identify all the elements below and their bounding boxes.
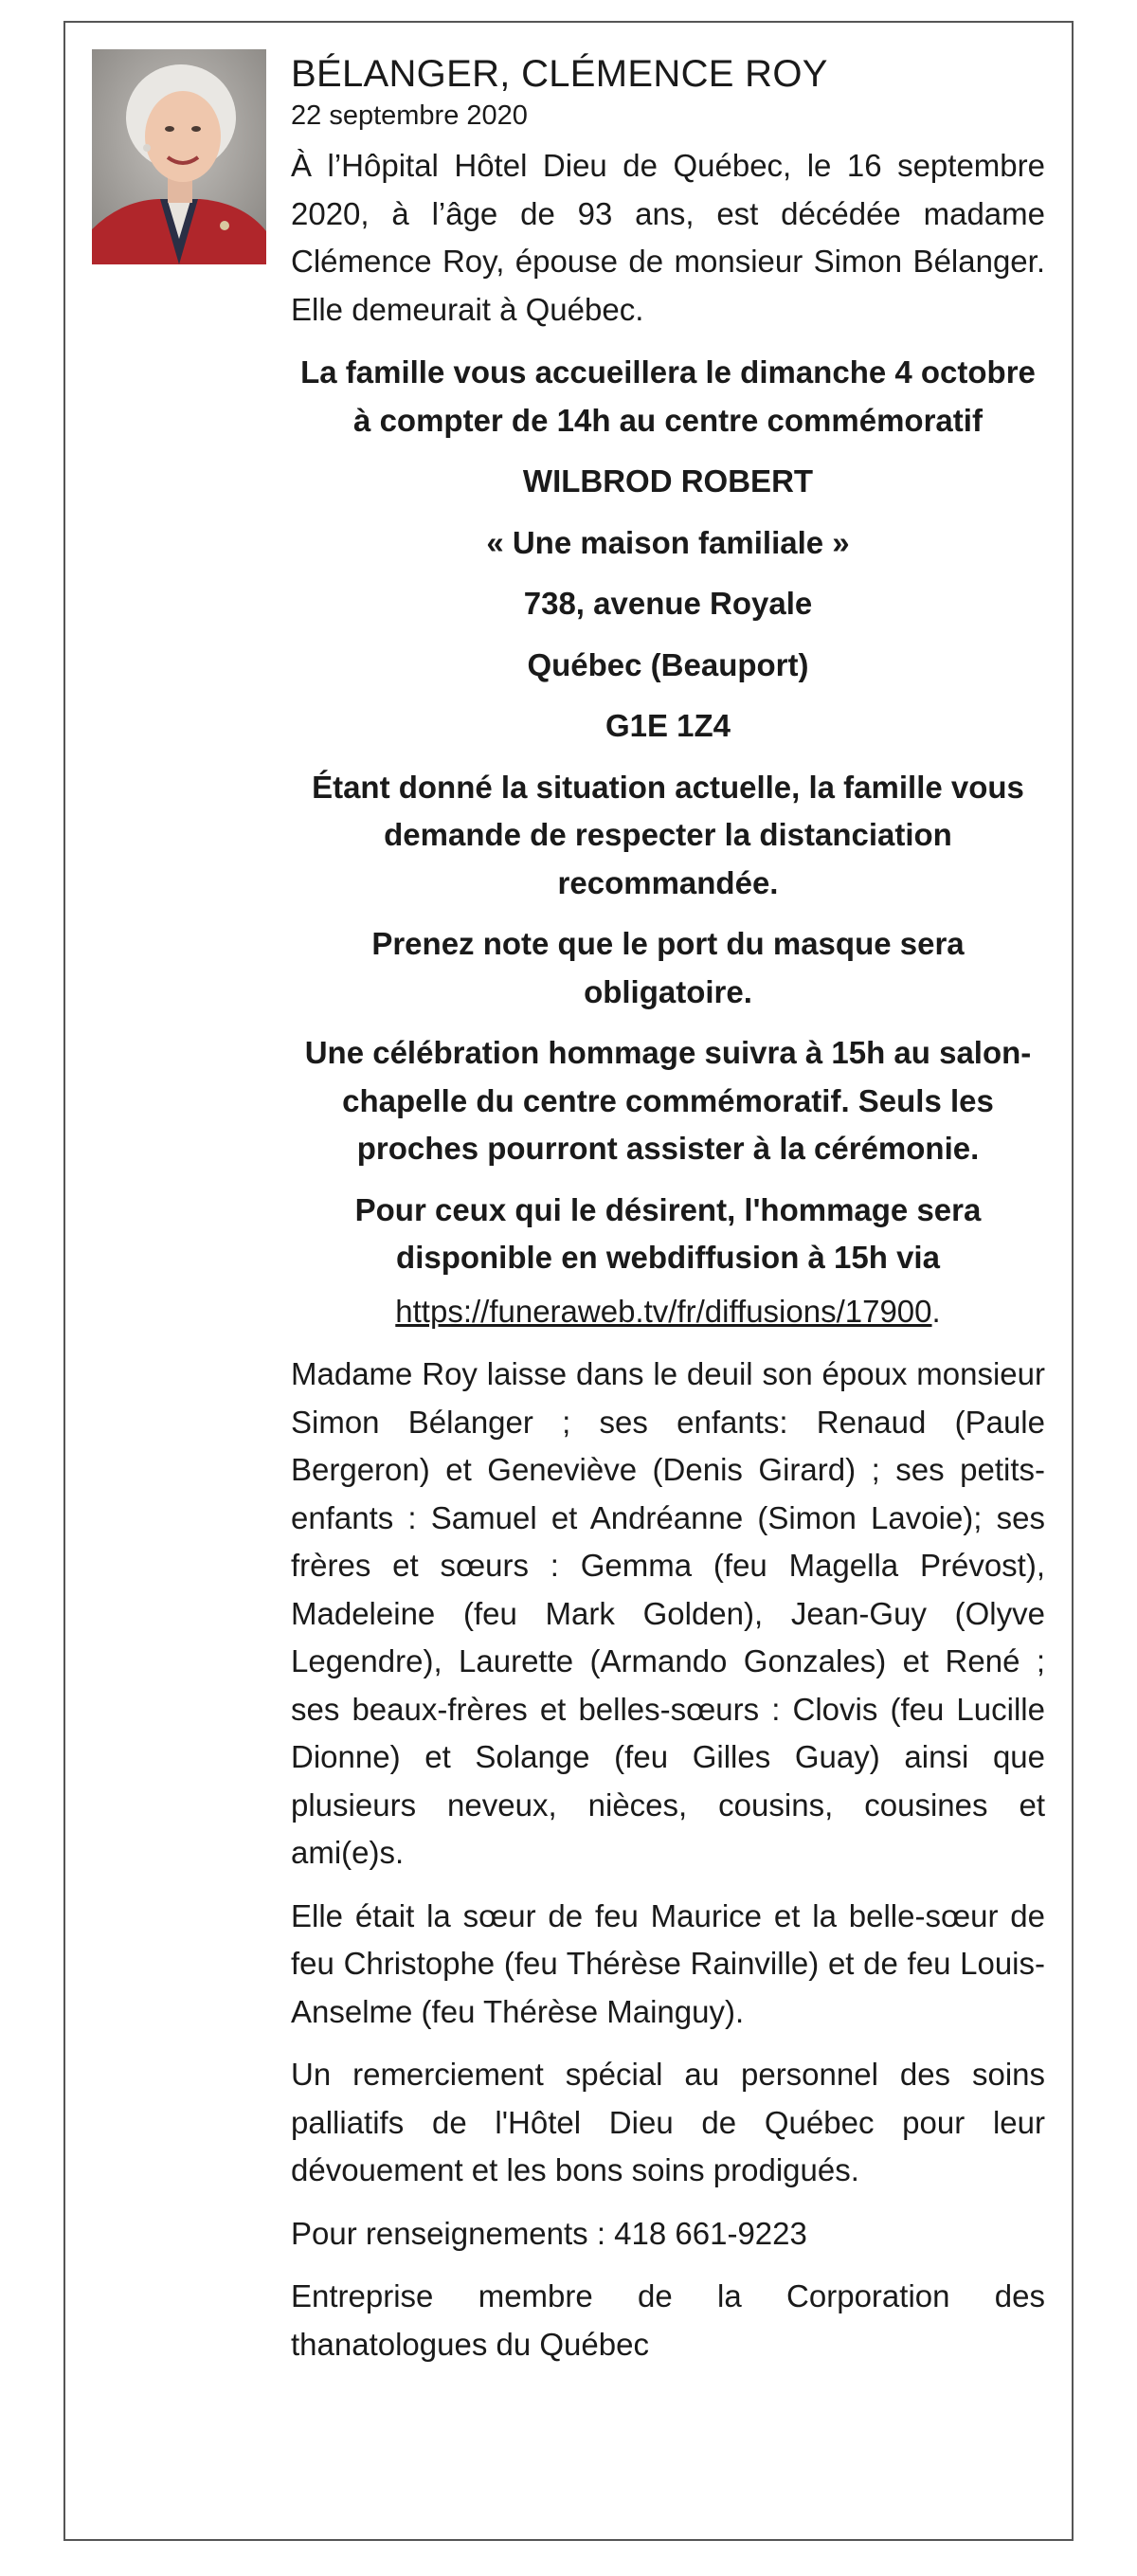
portrait-image (92, 49, 266, 264)
deceased-name: BÉLANGER, CLÉMENCE ROY (291, 53, 828, 95)
mask-notice: Prenez note que le port du masque sera obligatoire. (371, 926, 965, 1009)
center-city: Québec (Beauport) (527, 646, 809, 682)
center-postal-code: G1E 1Z4 (605, 708, 731, 743)
obituary-content (291, 49, 1045, 2384)
center-name: WILBROD ROBERT (522, 463, 814, 499)
predeceased-paragraph: Elle était la sœur de feu Maurice et la belle-sœur de feu Christophe (feu Thérèse Rainville) et de feu Louis-Anselme (feu Thérèse Mainguy). (291, 1897, 1045, 2029)
webcast-link[interactable]: https://funeraweb.tv/fr/diffusions/17900 (395, 1293, 932, 1329)
intro-paragraph: À l’Hôpital Hôtel Dieu de Québec, le 16 septembre 2020, à l’âge de 93 ans, est décédée madame Clémence Roy, épouse de monsieur Simon Bélanger. Elle demeurait à Québec. (291, 148, 1045, 327)
survivors-paragraph: Madame Roy laisse dans le deuil son époux monsieur Simon Bélanger ; ses enfants: Renaud (Paule Bergeron) et Geneviève (Denis Girard) ; ses petits-enfants : Samuel et Andréanne (Simon Lavoie); ses frères et sœurs : Gemma (feu Magella Prévost), Madeleine (feu Mark Golden), Jean-Guy (Olyve Legendre), Laurette (Armando Gonzales) et René ; ses beaux-frères et belles-sœurs : Clovis (feu Lucille Dionne) et Solange (feu Gilles Guay) ainsi que plusieurs neveux, nièces, cousins, cousines et ami(e)s. (291, 1356, 1045, 1870)
center-slogan: « Une maison familiale » (486, 524, 850, 560)
portrait-photo (92, 49, 266, 264)
center-street: 738, avenue Royale (523, 586, 813, 621)
obituary-frame (63, 21, 1074, 2541)
ceremony-notice: Une célébration hommage suivra à 15h au salon-chapelle du centre commémoratif. Seuls les proches pourront assister à la cérémonie. (304, 1035, 1032, 1166)
member-notice: Entreprise membre de la Corporation des thanatologues du Québec (291, 2278, 1045, 2362)
webcast-link-line (291, 1288, 1045, 1336)
info-phone: Pour renseignements : 418 661-9223 (291, 2215, 807, 2251)
visitation-announcement: La famille vous accueillera le dimanche 4 octobre à compter de 14h au centre commémoratif (300, 354, 1036, 438)
link-period: . (931, 1293, 941, 1329)
distancing-notice: Étant donné la situation actuelle, la famille vous demande de respecter la distanciation recommandée. (312, 769, 1024, 900)
thanks-paragraph: Un remerciement spécial au personnel des soins palliatifs de l'Hôtel Dieu de Québec pour leur dévouement et les bons soins prodigués. (291, 2057, 1045, 2187)
publication-date: 22 septembre 2020 (291, 100, 528, 131)
webcast-notice: Pour ceux qui le désirent, l'hommage sera disponible en webdiffusion à 15h via (354, 1191, 982, 1275)
